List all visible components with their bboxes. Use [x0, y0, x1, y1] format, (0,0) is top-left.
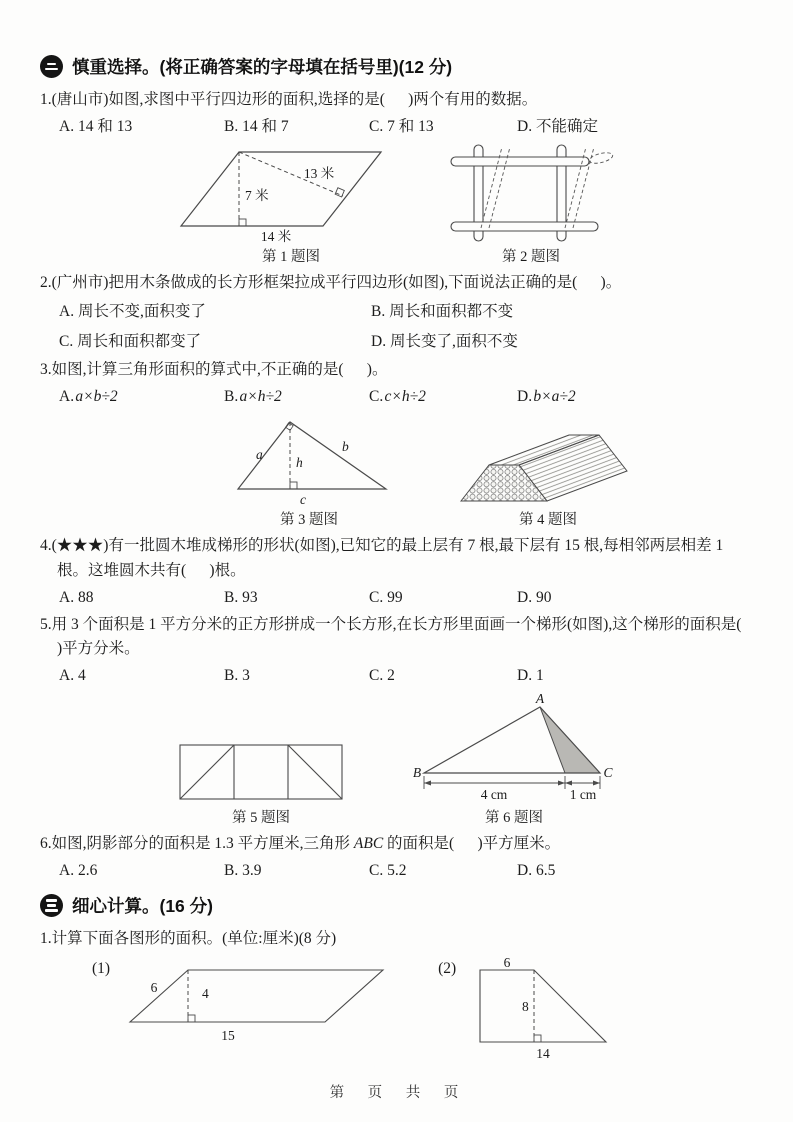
three-squares-diagram: [170, 737, 352, 805]
question-6-options: [40, 858, 753, 884]
q1-option-a: A. 14 和 13: [59, 117, 133, 135]
q3-option-b: B. a×h÷2: [224, 387, 282, 405]
q6-option-c: C. 5.2: [369, 861, 407, 879]
side-6-label: 6: [150, 979, 158, 995]
calc-figure-1-index: (1): [92, 959, 111, 977]
diagonal-label: 13 米: [303, 166, 335, 182]
dim-1cm-label: 1 cm: [569, 786, 597, 802]
q2-option-b: B. 周长和面积都不变: [371, 303, 514, 321]
q5-option-d: D. 1: [517, 667, 544, 685]
question-4-options: [40, 585, 753, 611]
q1-option-c: C. 7 和 13: [369, 117, 434, 135]
section-calc-header: [40, 893, 753, 918]
q2-option-d: D. 周长变了,面积不变: [371, 332, 518, 350]
wooden-frame-diagram: [445, 142, 617, 244]
question-6-text: 6.如图,阴影部分的面积是 1.3 平方厘米,三角形 ABC 的面积是( )平方厘米。: [40, 834, 561, 852]
question-4-text: 4.(★★★)有一批圆木堆成梯形的形状(如图),已知它的最上层有 7 根,最下层有 15 根,每相邻两层相差 1 根。这堆圆木共有( )根。: [40, 537, 728, 580]
figure-4-caption: 第 4 题图: [519, 512, 577, 529]
figure-5: [170, 737, 352, 827]
figure-5-caption: 第 5 题图: [232, 809, 290, 826]
q1-option-d: D. 不能确定: [517, 117, 598, 135]
side-b-label: b: [342, 439, 349, 455]
q3-option-c: C. c×h÷2: [369, 387, 426, 405]
side-a-label: a: [256, 447, 263, 463]
q3-option-d: D. b×a÷2: [517, 387, 576, 405]
height-h-label: h: [296, 455, 303, 471]
q4-option-a: A. 88: [59, 588, 94, 606]
base-c-label: c: [300, 492, 306, 508]
q5-option-a: A. 4: [59, 667, 86, 685]
base-label: 14 米: [260, 229, 292, 245]
calc-figure-2-index: (2): [438, 959, 457, 977]
q4-option-d: D. 90: [517, 588, 552, 606]
triangle-abc-diagram: [412, 693, 616, 805]
height-4-label: 4: [202, 985, 209, 1001]
base-14-label: 14: [536, 1045, 550, 1061]
q2-option-c: C. 周长和面积都变了: [59, 332, 202, 350]
question-2-options: [40, 297, 753, 356]
q6-option-a: A. 2.6: [59, 861, 98, 879]
question-3-text: 3.如图,计算三角形面积的算式中,不正确的是( )。: [40, 361, 388, 379]
triangle-diagram: [218, 413, 400, 507]
section-two-icon: [40, 55, 63, 78]
q4-option-b: B. 93: [224, 588, 258, 606]
calc-item-1-text: 1.计算下面各图形的面积。(单位:厘米)(8 分): [40, 930, 337, 948]
q6-option-b: B. 3.9: [224, 861, 262, 879]
section-choice-title: 慎重选择。(将正确答案的字母填在括号里)(12 分): [72, 57, 453, 77]
dim-4cm-label: 4 cm: [480, 786, 508, 802]
base-15-label: 15: [221, 1027, 235, 1043]
figure-3: [218, 413, 400, 529]
figure-6: [412, 693, 616, 827]
question-2-text: 2.(广州市)把用木条做成的长方形框架拉成平行四边形(如图),下面说法正确的是( )。: [40, 274, 622, 292]
figure-2: [445, 142, 617, 266]
page-footer: 第 页 共 页: [329, 1085, 464, 1101]
figure-2-caption: 第 2 题图: [502, 249, 560, 266]
parallelogram-diagram: [173, 142, 409, 244]
figure-6-caption: 第 6 题图: [485, 809, 543, 826]
figure-1: [173, 142, 409, 266]
q5-option-b: B. 3: [224, 667, 250, 685]
q2-option-a: A. 周长不变,面积变了: [59, 303, 206, 321]
height-8-label: 8: [522, 998, 529, 1014]
question-5-options: [40, 663, 753, 689]
vertex-b-label: B: [412, 764, 422, 780]
section-calc-title: 细心计算。(16 分): [72, 896, 213, 917]
q4-option-c: C. 99: [369, 588, 403, 606]
question-5-text: 5.用 3 个面积是 1 平方分米的正方形拼成一个长方形,在长方形里面画一个梯形(如图),这个梯形的面积是( )平方分米。: [40, 615, 765, 658]
calc-parallelogram-diagram: [118, 958, 414, 1044]
question-1-options: [40, 114, 753, 140]
q5-option-c: C. 2: [369, 667, 395, 685]
question-3-options: [40, 384, 753, 410]
vertex-a-label: A: [535, 692, 545, 706]
top-6-label: 6: [503, 957, 511, 970]
q3-option-a: A. a×b÷2: [59, 387, 118, 405]
height-label: 7 米: [245, 188, 269, 204]
figure-3-caption: 第 3 题图: [280, 512, 338, 529]
log-pile-diagram: [455, 413, 641, 507]
section-three-icon: [40, 894, 63, 917]
calc-trapezoid-diagram: [464, 958, 624, 1062]
q1-option-b: B. 14 和 7: [224, 117, 289, 135]
calc-figure-1: [92, 958, 414, 1044]
calc-figure-2: [438, 958, 624, 1062]
section-choice-header: [40, 54, 753, 79]
question-1-text: 1.(唐山市)如图,求图中平行四边形的面积,选择的是( )两个有用的数据。: [40, 91, 538, 108]
q6-option-d: D. 6.5: [517, 861, 556, 879]
vertex-c-label: C: [603, 764, 613, 780]
figure-1-caption: 第 1 题图: [262, 249, 320, 266]
figure-4: [455, 413, 641, 529]
